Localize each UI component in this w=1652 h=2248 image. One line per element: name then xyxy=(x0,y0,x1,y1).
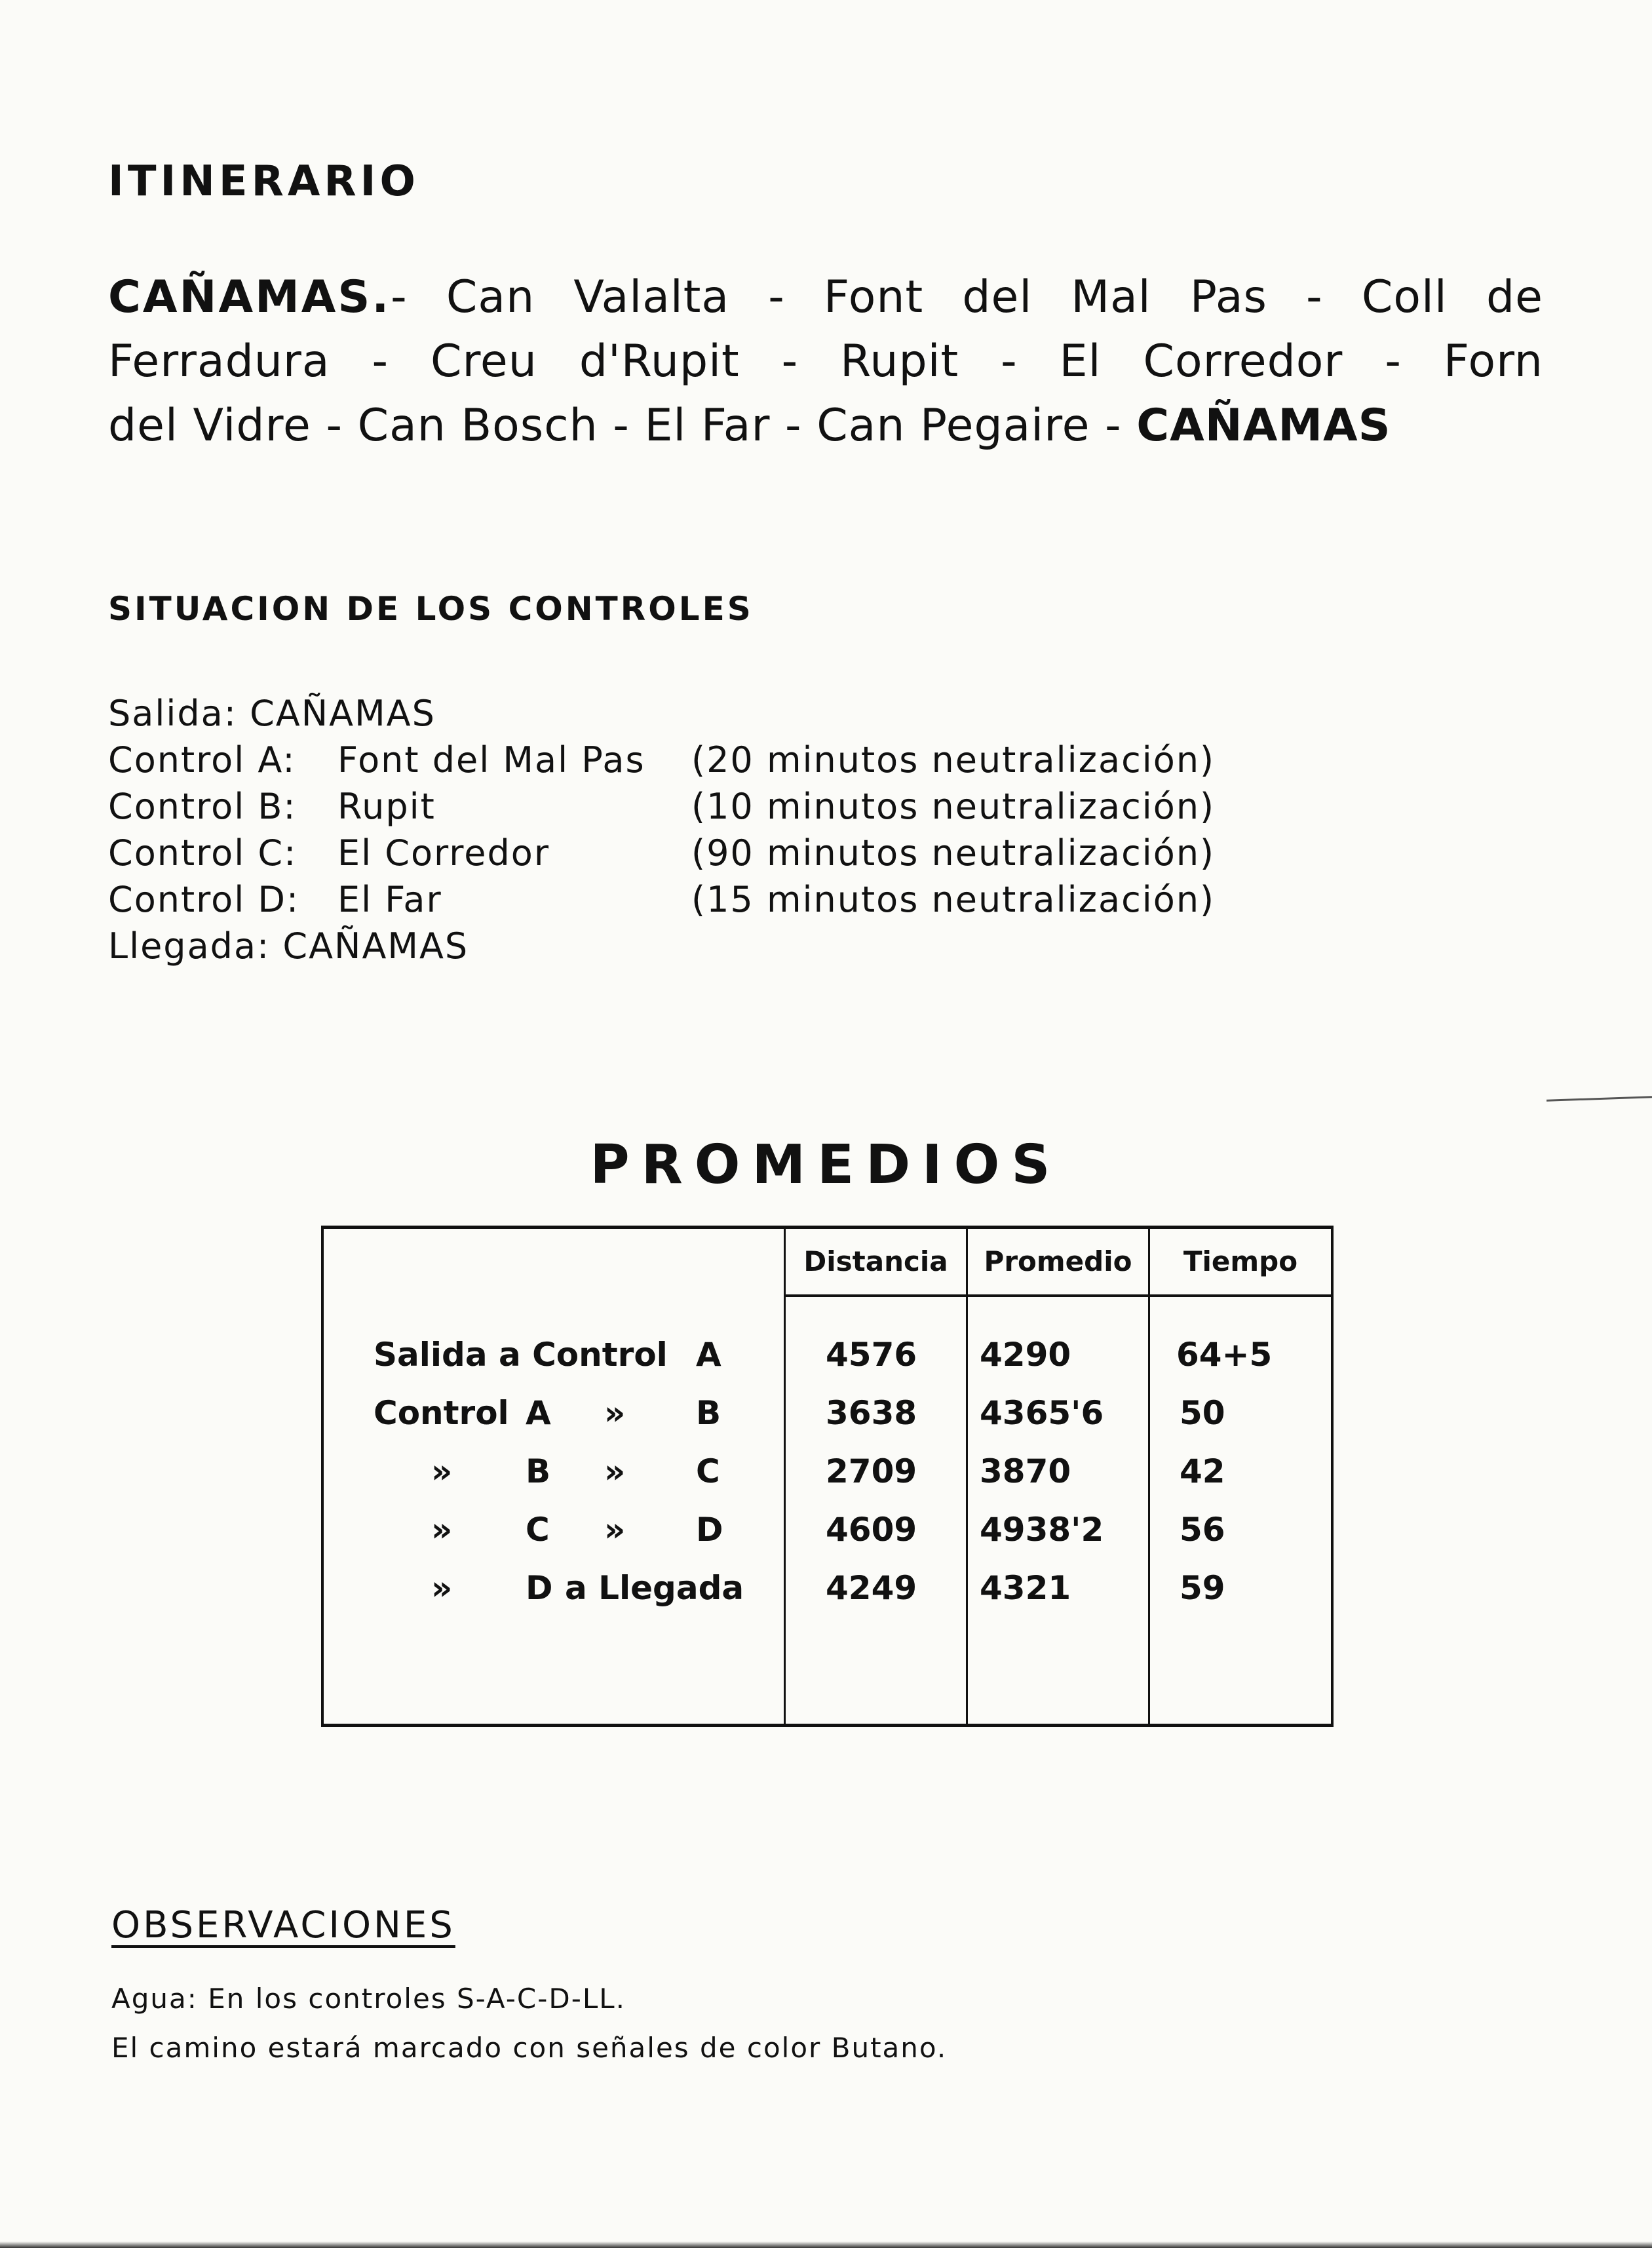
table-right-border xyxy=(1331,1226,1334,1727)
row-2-tiempo: 50 xyxy=(1180,1394,1225,1432)
row-5-from: D xyxy=(526,1569,553,1607)
row-4-label: » xyxy=(431,1511,453,1549)
situacion-title: SITUACION DE LOS CONTROLES xyxy=(108,590,754,628)
table-divider-2 xyxy=(966,1226,968,1727)
control-d-note: (15 minutos neutralización) xyxy=(691,879,1216,920)
row-3-label: » xyxy=(431,1452,453,1490)
route-line-3 xyxy=(108,394,1543,458)
row-1-promedio: 4290 xyxy=(980,1336,1071,1374)
row-5-dest: a Llegada xyxy=(565,1569,744,1607)
row-2-sep: » xyxy=(604,1394,626,1432)
observacion-1: Agua: En los controles S-A-C-D-LL. xyxy=(111,1983,626,2015)
row-2-distancia: 3638 xyxy=(826,1394,917,1432)
row-4-distancia: 4609 xyxy=(826,1511,917,1549)
table-bottom-border xyxy=(321,1724,1334,1727)
observaciones-title: OBSERVACIONES xyxy=(111,1904,455,1947)
row-4-to: D xyxy=(696,1511,723,1549)
row-4-from: C xyxy=(526,1511,550,1549)
row-3-from: B xyxy=(526,1452,551,1490)
control-a-place: Font del Mal Pas xyxy=(337,739,645,781)
row-3-sep: » xyxy=(604,1452,626,1490)
row-5-distancia: 4249 xyxy=(826,1569,917,1607)
table-left-border xyxy=(321,1226,324,1727)
header-tiempo: Tiempo xyxy=(1183,1245,1298,1277)
row-3-tiempo: 42 xyxy=(1180,1452,1225,1490)
row-5-promedio: 4321 xyxy=(980,1569,1071,1607)
table-header-rule xyxy=(784,1294,1334,1297)
table-divider-1 xyxy=(784,1226,786,1727)
route-line-1: CAÑAMAS.- Can Valalta - Font del Mal Pas - Coll de xyxy=(108,271,1543,323)
header-promedio: Promedio xyxy=(984,1245,1132,1277)
route-line-2: Ferradura - Creu d'Rupit - Rupit - El Corredor - Forn xyxy=(108,336,1543,387)
route-end: CAÑAMAS xyxy=(1136,400,1391,452)
row-1-tiempo: 64+5 xyxy=(1176,1336,1273,1374)
row-1-label: Salida a Control xyxy=(374,1336,668,1374)
paper-bottom-edge xyxy=(0,2241,1652,2248)
header-distancia: Distancia xyxy=(803,1245,948,1277)
route-line-1-rest: - Can Valalta - Font del Mal Pas - Coll de xyxy=(391,271,1543,323)
itinerario-title: ITINERARIO xyxy=(108,157,419,206)
row-1-distancia: 4576 xyxy=(826,1336,917,1374)
row-1-to: A xyxy=(696,1336,721,1374)
row-4-tiempo: 56 xyxy=(1180,1511,1225,1549)
control-b-note: (10 minutos neutralización) xyxy=(691,786,1216,827)
row-5-label: » xyxy=(431,1569,453,1607)
route-description xyxy=(108,265,1543,458)
row-2-from: A xyxy=(526,1394,551,1432)
control-d-place: El Far xyxy=(337,879,442,920)
row-3-distancia: 2709 xyxy=(826,1452,917,1490)
row-2-to: B xyxy=(696,1394,721,1432)
observacion-2: El camino estará marcado con señales de color Butano. xyxy=(111,2032,948,2064)
promedios-title: PROMEDIOS xyxy=(590,1134,1062,1196)
control-d-label: Control D: xyxy=(108,879,300,920)
paper-fold-mark xyxy=(1546,1096,1652,1102)
control-c-place: El Corredor xyxy=(337,832,550,874)
control-a-label: Control A: xyxy=(108,739,296,781)
row-3-promedio: 3870 xyxy=(980,1452,1071,1490)
route-line-3-text: del Vidre - Can Bosch - El Far - Can Pegaire - xyxy=(108,400,1137,452)
row-4-promedio: 4938'2 xyxy=(980,1511,1104,1549)
row-4-sep: » xyxy=(604,1511,626,1549)
control-b-label: Control B: xyxy=(108,786,297,827)
row-2-promedio: 4365'6 xyxy=(980,1394,1104,1432)
row-3-to: C xyxy=(696,1452,720,1490)
row-2-label: Control xyxy=(374,1394,509,1432)
llegada-line: Llegada: CAÑAMAS xyxy=(108,925,469,967)
control-a-note: (20 minutos neutralización) xyxy=(691,739,1216,781)
control-b-place: Rupit xyxy=(337,786,436,827)
table-divider-3 xyxy=(1148,1226,1150,1727)
row-5-tiempo: 59 xyxy=(1180,1569,1225,1607)
control-c-note: (90 minutos neutralización) xyxy=(691,832,1216,874)
table-top-border xyxy=(321,1226,1334,1229)
promedios-table xyxy=(321,1226,1334,1727)
salida-line: Salida: CAÑAMAS xyxy=(108,693,436,734)
control-c-label: Control C: xyxy=(108,832,298,874)
